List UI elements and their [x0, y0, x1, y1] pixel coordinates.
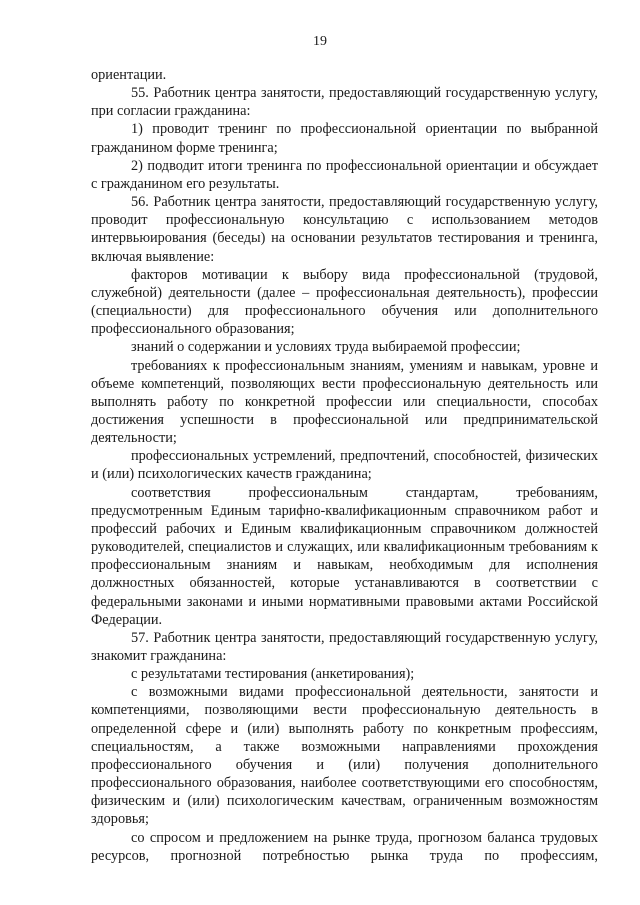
paragraph: факторов мотивации к выбору вида профессиональной (трудовой, служебной) деятельности (далее – профессиональная деятельность), профессии (специальности) для профессионального обучения или дополнительного профессионального образования; — [91, 266, 598, 338]
paragraph: 2) подводит итоги тренинга по профессиональной ориентации и обсуждает с гражданином его результаты. — [91, 157, 598, 192]
paragraph: со спросом и предложением на рынке труда, прогнозом баланса трудовых ресурсов, прогнозной потребностью рынка труда по профессиям, — [91, 829, 598, 864]
paragraph: 56. Работник центра занятости, предоставляющий государственную услугу, проводит профессиональную консультацию с использованием методов интервьюирования (беседы) на основании результатов тестирования и тренинга, включая выявление: — [91, 194, 598, 265]
paragraph: профессиональных устремлений, предпочтений, способностей, физических и (или) психологических качеств гражданина; — [91, 448, 598, 483]
paragraph: требованиях к профессиональным знаниям, умениям и навыкам, уровне и объеме компетенций, позволяющих вести профессиональную деятельность или выполнять работу по конкретной профессии или специальности, способах достижения успешности в профессиональной или предпринимательской деятельности; — [91, 357, 598, 447]
paragraph: 55. Работник центра занятости, предоставляющий государственную услугу, при согласии гражданина: — [91, 85, 598, 120]
paragraph: с результатами тестирования (анкетирования); — [131, 666, 415, 683]
paragraph: знаний о содержании и условиях труда выбираемой профессии; — [131, 339, 521, 356]
paragraph: 57. Работник центра занятости, предоставляющий государственную услугу, знакомит гражданина: — [91, 629, 598, 664]
page-number: 19 — [313, 34, 327, 49]
paragraph: 1) проводит тренинг по профессиональной ориентации по выбранной гражданином форме тренинга; — [91, 121, 598, 156]
paragraph: соответствия профессиональным стандартам, требованиям, предусмотренным Единым тарифно-квалификационным справочником работ и профессий рабочих и Единым квалификационным справочником должностей руководителей, специалистов и служащих, или квалификационным требованиям к профессиональным знаниям и навыкам, необходимым для исполнения должностных обязанностей, которые устанавливаются в соответствии с федеральными законами и иными нормативными правовыми актами Российской Федерации. — [91, 484, 598, 628]
document-body — [91, 66, 598, 865]
paragraph: с возможными видами профессиональной деятельности, занятости и компетенциями, позволяющими вести профессиональную деятельность в определенной сфере и (или) выполнять работу по конкретным профессиям, специальностям, а также возможными направлениями прохождения профессионального обучения и (или) получения дополнительного профессионального образования, наиболее соответствующими его способностям, физическим и (или) психологическим качествам, ограниченным возможностям здоровья; — [91, 684, 598, 828]
paragraph: ориентации. — [91, 67, 167, 83]
